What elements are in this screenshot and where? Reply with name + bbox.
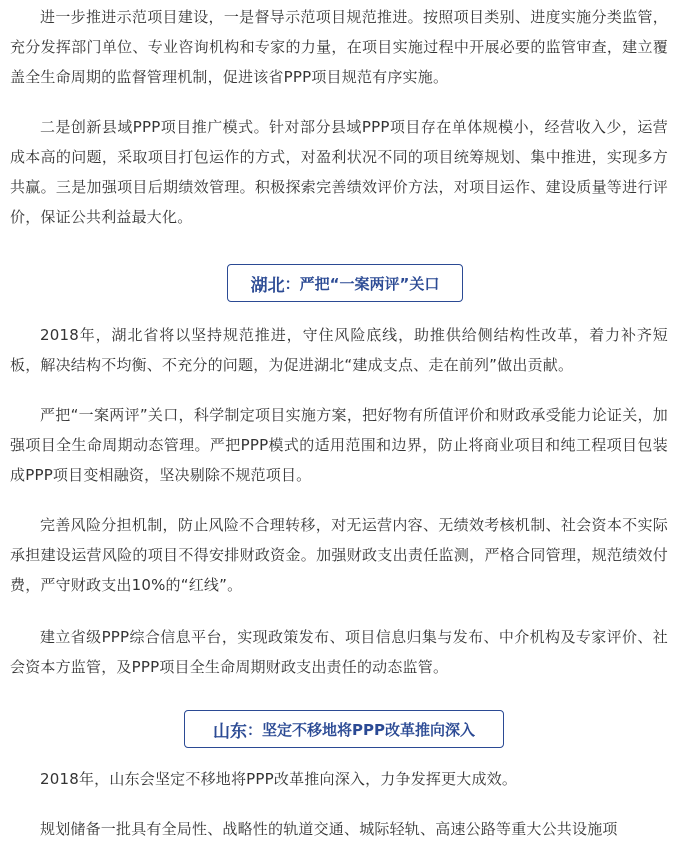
heading-separator: ： [247,720,263,739]
paragraph-county-ppp: 二是创新县域PPP项目推广模式。针对部分县域PPP项目存在单体规模小，经营收入少，运营成本高的问题，采取项目打包运作的方式，对盈利状况不同的项目统筹规划、集中推进，实现多方共赢。三是加强项目后期绩效管理。积极探索完善绩效评价方法，对项目运作、建设质量等进行评价，保证公共利益最大化。 [10,118,668,226]
section-heading-shandong [184,710,504,748]
heading-province: 山东 [213,721,247,742]
paragraph-hubei-risk: 完善风险分担机制，防止风险不合理转移，对无运营内容、无绩效考核机制、社会资本不实际承担建设运营风险的项目不得安排财政资金。加强财政支出责任监测，严格合同管理，规范绩效付费，严守财政支出10%的“红线”。 [10,516,668,594]
paragraph-demo-projects: 进一步推进示范项目建设，一是督导示范项目规范推进。按照项目类别、进度实施分类监管，充分发挥部门单位、专业咨询机构和专家的力量，在项目实施过程中开展必要的监管审查，建立覆盖全生命周期的监督管理机制，促进该省PPP项目规范有序实施。 [10,8,668,86]
paragraph-hubei-platform: 建立省级PPP综合信息平台，实现政策发布、项目信息归集与发布、中介机构及专家评价、社会资本方监管，及PPP项目全生命周期财政支出责任的动态监管。 [10,628,668,676]
paragraph-shandong-projects: 规划储备一批具有全局性、战略性的轨道交通、城际轻轨、高速公路等重大公共设施项 [40,820,618,838]
heading-title: 严把“一案两评”关口 [299,274,440,293]
heading-title: 坚定不移地将PPP改革推向深入 [262,720,475,739]
heading-separator: ： [284,274,300,293]
section-heading-hubei [227,264,463,302]
paragraph-hubei-2018: 2018年，湖北省将以坚持规范推进，守住风险底线，助推供给侧结构性改革，着力补齐短板，解决结构不均衡、不充分的问题，为促进湖北“建成支点、走在前列”做出贡献。 [10,326,668,374]
paragraph-shandong-2018: 2018年，山东会坚定不移地将PPP改革推向深入，力争发挥更大成效。 [40,770,518,788]
paragraph-hubei-review: 严把“一案两评”关口，科学制定项目实施方案，把好物有所值评价和财政承受能力论证关，加强项目全生命周期动态管理。严把PPP模式的适用范围和边界，防止将商业项目和纯工程项目包装成PPP项目变相融资，坚决剔除不规范项目。 [10,406,668,484]
heading-province: 湖北 [250,275,285,296]
